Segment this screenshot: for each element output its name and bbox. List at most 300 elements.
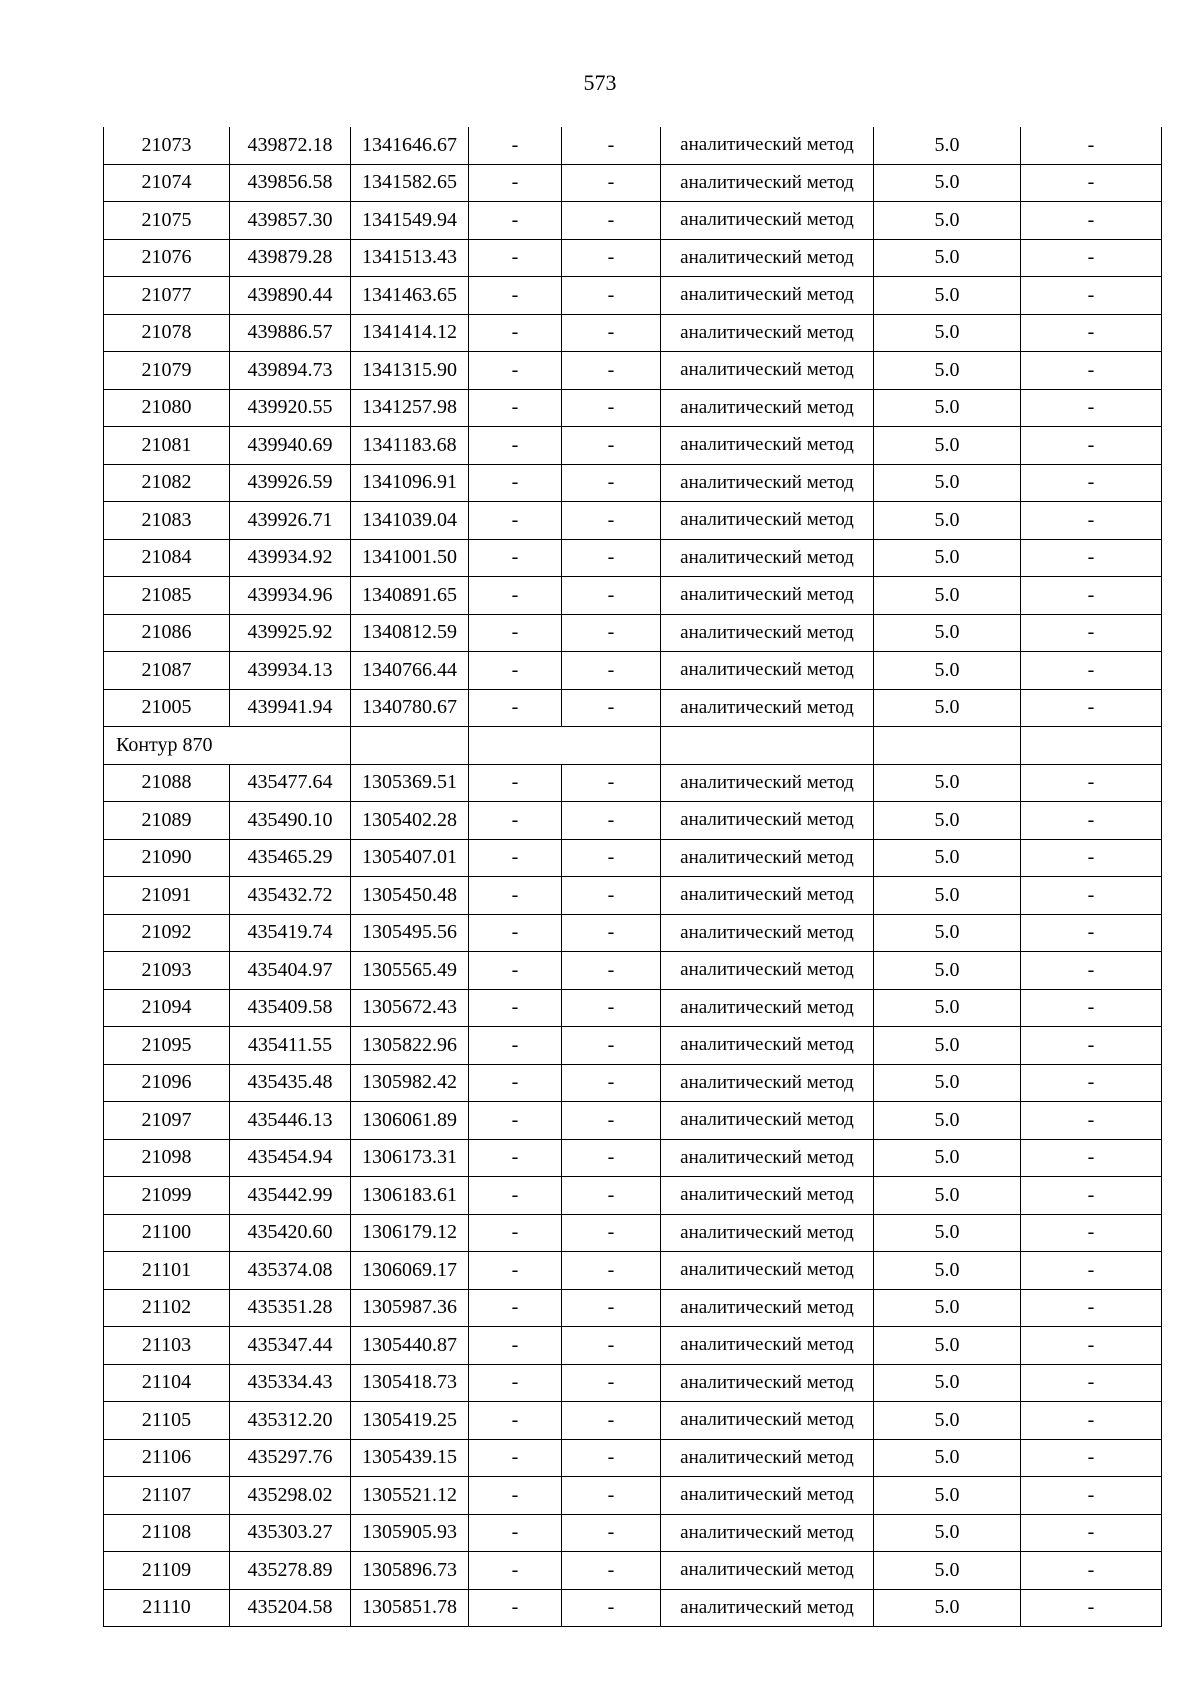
dash-cell-2: - <box>562 1552 661 1590</box>
dash-cell-3: - <box>1021 1139 1162 1177</box>
dash-cell-1: - <box>469 989 562 1027</box>
dash-cell-3: - <box>1021 689 1162 727</box>
table-row <box>104 577 1162 615</box>
dash-cell-2: - <box>562 1327 661 1365</box>
dash-cell-1: - <box>469 1289 562 1327</box>
accuracy-cell: 5.0 <box>874 577 1021 615</box>
y-coordinate-cell: 1341183.68 <box>351 427 469 465</box>
point-id-cell: 21099 <box>104 1177 230 1215</box>
table-row <box>104 802 1162 840</box>
dash-cell-3: - <box>1021 352 1162 390</box>
dash-cell-1: - <box>469 1327 562 1365</box>
x-coordinate-cell: 439856.58 <box>230 164 351 202</box>
dash-cell-2: - <box>562 1177 661 1215</box>
point-id-cell: 21076 <box>104 239 230 277</box>
y-coordinate-cell: 1305822.96 <box>351 1027 469 1065</box>
dash-cell-3: - <box>1021 764 1162 802</box>
point-id-cell: 21092 <box>104 914 230 952</box>
accuracy-cell: 5.0 <box>874 1139 1021 1177</box>
dash-cell-2: - <box>562 914 661 952</box>
x-coordinate-cell: 439872.18 <box>230 127 351 164</box>
point-id-cell: 21105 <box>104 1402 230 1440</box>
dash-cell-2: - <box>562 1102 661 1140</box>
dash-cell-1: - <box>469 802 562 840</box>
accuracy-cell: 5.0 <box>874 1177 1021 1215</box>
accuracy-cell: 5.0 <box>874 689 1021 727</box>
y-coordinate-cell: 1306183.61 <box>351 1177 469 1215</box>
dash-cell-2: - <box>562 1589 661 1627</box>
table-row <box>104 202 1162 240</box>
y-coordinate-cell: 1340812.59 <box>351 614 469 652</box>
dash-cell-2: - <box>562 689 661 727</box>
dash-cell-1: - <box>469 652 562 690</box>
x-coordinate-cell: 435442.99 <box>230 1177 351 1215</box>
dash-cell-2: - <box>562 464 661 502</box>
accuracy-cell: 5.0 <box>874 764 1021 802</box>
dash-cell-2: - <box>562 1064 661 1102</box>
method-cell: аналитический метод <box>661 427 874 465</box>
method-cell: аналитический метод <box>661 652 874 690</box>
table-row <box>104 1027 1162 1065</box>
y-coordinate-cell: 1305402.28 <box>351 802 469 840</box>
table-row <box>104 764 1162 802</box>
empty-cell <box>469 727 661 765</box>
x-coordinate-cell: 435312.20 <box>230 1402 351 1440</box>
method-cell: аналитический метод <box>661 1102 874 1140</box>
dash-cell-1: - <box>469 239 562 277</box>
dash-cell-2: - <box>562 1289 661 1327</box>
dash-cell-1: - <box>469 614 562 652</box>
table-row <box>104 1252 1162 1290</box>
accuracy-cell: 5.0 <box>874 1214 1021 1252</box>
y-coordinate-cell: 1305905.93 <box>351 1514 469 1552</box>
x-coordinate-cell: 439934.92 <box>230 539 351 577</box>
table-row <box>104 1589 1162 1627</box>
method-cell: аналитический метод <box>661 352 874 390</box>
table-row <box>104 1552 1162 1590</box>
dash-cell-3: - <box>1021 1364 1162 1402</box>
method-cell: аналитический метод <box>661 1027 874 1065</box>
y-coordinate-cell: 1306179.12 <box>351 1214 469 1252</box>
dash-cell-3: - <box>1021 1589 1162 1627</box>
dash-cell-3: - <box>1021 952 1162 990</box>
method-cell: аналитический метод <box>661 502 874 540</box>
x-coordinate-cell: 435477.64 <box>230 764 351 802</box>
x-coordinate-cell: 439926.59 <box>230 464 351 502</box>
dash-cell-3: - <box>1021 1064 1162 1102</box>
accuracy-cell: 5.0 <box>874 1064 1021 1102</box>
dash-cell-2: - <box>562 877 661 915</box>
accuracy-cell: 5.0 <box>874 464 1021 502</box>
dash-cell-3: - <box>1021 427 1162 465</box>
dash-cell-2: - <box>562 652 661 690</box>
accuracy-cell: 5.0 <box>874 127 1021 164</box>
x-coordinate-cell: 435435.48 <box>230 1064 351 1102</box>
dash-cell-2: - <box>562 614 661 652</box>
dash-cell-3: - <box>1021 502 1162 540</box>
y-coordinate-cell: 1305450.48 <box>351 877 469 915</box>
dash-cell-2: - <box>562 1252 661 1290</box>
dash-cell-2: - <box>562 202 661 240</box>
dash-cell-3: - <box>1021 1289 1162 1327</box>
x-coordinate-cell: 435297.76 <box>230 1439 351 1477</box>
y-coordinate-cell: 1306173.31 <box>351 1139 469 1177</box>
contour-row <box>104 727 1162 765</box>
y-coordinate-cell: 1305565.49 <box>351 952 469 990</box>
dash-cell-1: - <box>469 1177 562 1215</box>
dash-cell-3: - <box>1021 277 1162 315</box>
accuracy-cell: 5.0 <box>874 502 1021 540</box>
method-cell: аналитический метод <box>661 1364 874 1402</box>
method-cell: аналитический метод <box>661 1177 874 1215</box>
table-row <box>104 1139 1162 1177</box>
table-row <box>104 652 1162 690</box>
accuracy-cell: 5.0 <box>874 1102 1021 1140</box>
dash-cell-3: - <box>1021 877 1162 915</box>
y-coordinate-cell: 1305440.87 <box>351 1327 469 1365</box>
method-cell: аналитический метод <box>661 1289 874 1327</box>
point-id-cell: 21082 <box>104 464 230 502</box>
empty-cell <box>351 727 469 765</box>
dash-cell-1: - <box>469 1252 562 1290</box>
table-body <box>104 127 1162 1627</box>
dash-cell-2: - <box>562 1439 661 1477</box>
point-id-cell: 21078 <box>104 314 230 352</box>
method-cell: аналитический метод <box>661 1214 874 1252</box>
table-row <box>104 1477 1162 1515</box>
x-coordinate-cell: 435404.97 <box>230 952 351 990</box>
method-cell: аналитический метод <box>661 802 874 840</box>
point-id-cell: 21085 <box>104 577 230 615</box>
method-cell: аналитический метод <box>661 1589 874 1627</box>
method-cell: аналитический метод <box>661 577 874 615</box>
dash-cell-3: - <box>1021 577 1162 615</box>
dash-cell-3: - <box>1021 652 1162 690</box>
dash-cell-3: - <box>1021 989 1162 1027</box>
x-coordinate-cell: 439879.28 <box>230 239 351 277</box>
dash-cell-2: - <box>562 427 661 465</box>
dash-cell-1: - <box>469 839 562 877</box>
method-cell: аналитический метод <box>661 1552 874 1590</box>
table-row <box>104 277 1162 315</box>
table-row <box>104 1402 1162 1440</box>
dash-cell-3: - <box>1021 1177 1162 1215</box>
dash-cell-1: - <box>469 314 562 352</box>
table-row <box>104 1289 1162 1327</box>
accuracy-cell: 5.0 <box>874 1027 1021 1065</box>
y-coordinate-cell: 1305419.25 <box>351 1402 469 1440</box>
method-cell: аналитический метод <box>661 1439 874 1477</box>
dash-cell-3: - <box>1021 1514 1162 1552</box>
dash-cell-2: - <box>562 277 661 315</box>
x-coordinate-cell: 439926.71 <box>230 502 351 540</box>
accuracy-cell: 5.0 <box>874 914 1021 952</box>
accuracy-cell: 5.0 <box>874 989 1021 1027</box>
accuracy-cell: 5.0 <box>874 314 1021 352</box>
empty-cell <box>1021 727 1162 765</box>
point-id-cell: 21109 <box>104 1552 230 1590</box>
accuracy-cell: 5.0 <box>874 239 1021 277</box>
dash-cell-2: - <box>562 164 661 202</box>
y-coordinate-cell: 1305672.43 <box>351 989 469 1027</box>
method-cell: аналитический метод <box>661 1139 874 1177</box>
method-cell: аналитический метод <box>661 1514 874 1552</box>
y-coordinate-cell: 1306069.17 <box>351 1252 469 1290</box>
x-coordinate-cell: 439934.96 <box>230 577 351 615</box>
dash-cell-1: - <box>469 389 562 427</box>
dash-cell-1: - <box>469 914 562 952</box>
point-id-cell: 21103 <box>104 1327 230 1365</box>
accuracy-cell: 5.0 <box>874 164 1021 202</box>
dash-cell-2: - <box>562 389 661 427</box>
y-coordinate-cell: 1305495.56 <box>351 914 469 952</box>
dash-cell-2: - <box>562 989 661 1027</box>
contour-label: Контур 870 <box>104 727 351 765</box>
dash-cell-1: - <box>469 1402 562 1440</box>
x-coordinate-cell: 439890.44 <box>230 277 351 315</box>
dash-cell-1: - <box>469 764 562 802</box>
dash-cell-2: - <box>562 1027 661 1065</box>
dash-cell-2: - <box>562 1139 661 1177</box>
y-coordinate-cell: 1305418.73 <box>351 1364 469 1402</box>
x-coordinate-cell: 439941.94 <box>230 689 351 727</box>
y-coordinate-cell: 1341096.91 <box>351 464 469 502</box>
accuracy-cell: 5.0 <box>874 427 1021 465</box>
dash-cell-3: - <box>1021 127 1162 164</box>
x-coordinate-cell: 435432.72 <box>230 877 351 915</box>
table-row <box>104 1102 1162 1140</box>
accuracy-cell: 5.0 <box>874 1402 1021 1440</box>
y-coordinate-cell: 1341257.98 <box>351 389 469 427</box>
point-id-cell: 21073 <box>104 127 230 164</box>
point-id-cell: 21102 <box>104 1289 230 1327</box>
table-row <box>104 952 1162 990</box>
table-row <box>104 1214 1162 1252</box>
table-row <box>104 427 1162 465</box>
y-coordinate-cell: 1340891.65 <box>351 577 469 615</box>
y-coordinate-cell: 1341463.65 <box>351 277 469 315</box>
dash-cell-3: - <box>1021 389 1162 427</box>
dash-cell-3: - <box>1021 1402 1162 1440</box>
accuracy-cell: 5.0 <box>874 1514 1021 1552</box>
dash-cell-1: - <box>469 1102 562 1140</box>
accuracy-cell: 5.0 <box>874 1364 1021 1402</box>
x-coordinate-cell: 439894.73 <box>230 352 351 390</box>
y-coordinate-cell: 1305439.15 <box>351 1439 469 1477</box>
method-cell: аналитический метод <box>661 464 874 502</box>
table-row <box>104 239 1162 277</box>
table-row <box>104 1177 1162 1215</box>
x-coordinate-cell: 439940.69 <box>230 427 351 465</box>
accuracy-cell: 5.0 <box>874 614 1021 652</box>
point-id-cell: 21104 <box>104 1364 230 1402</box>
x-coordinate-cell: 435411.55 <box>230 1027 351 1065</box>
method-cell: аналитический метод <box>661 164 874 202</box>
point-id-cell: 21084 <box>104 539 230 577</box>
table-row <box>104 839 1162 877</box>
dash-cell-2: - <box>562 502 661 540</box>
dash-cell-2: - <box>562 1514 661 1552</box>
dash-cell-3: - <box>1021 614 1162 652</box>
table-row <box>104 127 1162 164</box>
table-row <box>104 1064 1162 1102</box>
coordinates-table <box>103 127 1162 1627</box>
dash-cell-2: - <box>562 352 661 390</box>
dash-cell-3: - <box>1021 1252 1162 1290</box>
dash-cell-1: - <box>469 1027 562 1065</box>
accuracy-cell: 5.0 <box>874 877 1021 915</box>
point-id-cell: 21090 <box>104 839 230 877</box>
table-row <box>104 164 1162 202</box>
dash-cell-3: - <box>1021 1327 1162 1365</box>
dash-cell-2: - <box>562 577 661 615</box>
dash-cell-1: - <box>469 164 562 202</box>
y-coordinate-cell: 1340766.44 <box>351 652 469 690</box>
table-row <box>104 989 1162 1027</box>
dash-cell-2: - <box>562 952 661 990</box>
dash-cell-3: - <box>1021 202 1162 240</box>
accuracy-cell: 5.0 <box>874 839 1021 877</box>
dash-cell-1: - <box>469 1439 562 1477</box>
accuracy-cell: 5.0 <box>874 1552 1021 1590</box>
method-cell: аналитический метод <box>661 764 874 802</box>
x-coordinate-cell: 439857.30 <box>230 202 351 240</box>
empty-cell <box>661 727 874 765</box>
x-coordinate-cell: 435204.58 <box>230 1589 351 1627</box>
dash-cell-3: - <box>1021 1214 1162 1252</box>
point-id-cell: 21107 <box>104 1477 230 1515</box>
table-row <box>104 502 1162 540</box>
accuracy-cell: 5.0 <box>874 539 1021 577</box>
dash-cell-3: - <box>1021 464 1162 502</box>
dash-cell-1: - <box>469 277 562 315</box>
accuracy-cell: 5.0 <box>874 277 1021 315</box>
y-coordinate-cell: 1305987.36 <box>351 1289 469 1327</box>
y-coordinate-cell: 1341414.12 <box>351 314 469 352</box>
y-coordinate-cell: 1305369.51 <box>351 764 469 802</box>
dash-cell-3: - <box>1021 802 1162 840</box>
accuracy-cell: 5.0 <box>874 652 1021 690</box>
y-coordinate-cell: 1305407.01 <box>351 839 469 877</box>
dash-cell-2: - <box>562 539 661 577</box>
method-cell: аналитический метод <box>661 952 874 990</box>
accuracy-cell: 5.0 <box>874 1252 1021 1290</box>
dash-cell-2: - <box>562 839 661 877</box>
dash-cell-1: - <box>469 689 562 727</box>
accuracy-cell: 5.0 <box>874 1327 1021 1365</box>
x-coordinate-cell: 439886.57 <box>230 314 351 352</box>
y-coordinate-cell: 1341549.94 <box>351 202 469 240</box>
dash-cell-1: - <box>469 1552 562 1590</box>
x-coordinate-cell: 435347.44 <box>230 1327 351 1365</box>
dash-cell-1: - <box>469 877 562 915</box>
x-coordinate-cell: 435465.29 <box>230 839 351 877</box>
table-row <box>104 1514 1162 1552</box>
dash-cell-2: - <box>562 764 661 802</box>
x-coordinate-cell: 435454.94 <box>230 1139 351 1177</box>
point-id-cell: 21074 <box>104 164 230 202</box>
dash-cell-1: - <box>469 539 562 577</box>
table-row <box>104 1364 1162 1402</box>
y-coordinate-cell: 1305521.12 <box>351 1477 469 1515</box>
dash-cell-3: - <box>1021 314 1162 352</box>
accuracy-cell: 5.0 <box>874 202 1021 240</box>
y-coordinate-cell: 1305851.78 <box>351 1589 469 1627</box>
dash-cell-1: - <box>469 952 562 990</box>
method-cell: аналитический метод <box>661 1327 874 1365</box>
point-id-cell: 21098 <box>104 1139 230 1177</box>
point-id-cell: 21110 <box>104 1589 230 1627</box>
table-row <box>104 314 1162 352</box>
table-row <box>104 1327 1162 1365</box>
table-row <box>104 352 1162 390</box>
point-id-cell: 21083 <box>104 502 230 540</box>
point-id-cell: 21094 <box>104 989 230 1027</box>
point-id-cell: 21077 <box>104 277 230 315</box>
accuracy-cell: 5.0 <box>874 802 1021 840</box>
dash-cell-3: - <box>1021 1439 1162 1477</box>
dash-cell-3: - <box>1021 239 1162 277</box>
dash-cell-3: - <box>1021 1102 1162 1140</box>
y-coordinate-cell: 1305896.73 <box>351 1552 469 1590</box>
dash-cell-1: - <box>469 1477 562 1515</box>
dash-cell-1: - <box>469 577 562 615</box>
x-coordinate-cell: 435419.74 <box>230 914 351 952</box>
x-coordinate-cell: 435446.13 <box>230 1102 351 1140</box>
point-id-cell: 21101 <box>104 1252 230 1290</box>
point-id-cell: 21075 <box>104 202 230 240</box>
method-cell: аналитический метод <box>661 1252 874 1290</box>
point-id-cell: 21096 <box>104 1064 230 1102</box>
method-cell: аналитический метод <box>661 127 874 164</box>
point-id-cell: 21091 <box>104 877 230 915</box>
table-row <box>104 689 1162 727</box>
x-coordinate-cell: 435409.58 <box>230 989 351 1027</box>
method-cell: аналитический метод <box>661 1064 874 1102</box>
table-row <box>104 914 1162 952</box>
y-coordinate-cell: 1305982.42 <box>351 1064 469 1102</box>
x-coordinate-cell: 439920.55 <box>230 389 351 427</box>
point-id-cell: 21089 <box>104 802 230 840</box>
accuracy-cell: 5.0 <box>874 1477 1021 1515</box>
method-cell: аналитический метод <box>661 689 874 727</box>
x-coordinate-cell: 435334.43 <box>230 1364 351 1402</box>
table-row <box>104 614 1162 652</box>
method-cell: аналитический метод <box>661 839 874 877</box>
dash-cell-1: - <box>469 502 562 540</box>
dash-cell-1: - <box>469 1514 562 1552</box>
x-coordinate-cell: 435374.08 <box>230 1252 351 1290</box>
point-id-cell: 21081 <box>104 427 230 465</box>
dash-cell-1: - <box>469 1064 562 1102</box>
method-cell: аналитический метод <box>661 539 874 577</box>
dash-cell-1: - <box>469 1139 562 1177</box>
x-coordinate-cell: 439925.92 <box>230 614 351 652</box>
method-cell: аналитический метод <box>661 914 874 952</box>
method-cell: аналитический метод <box>661 202 874 240</box>
y-coordinate-cell: 1341315.90 <box>351 352 469 390</box>
y-coordinate-cell: 1340780.67 <box>351 689 469 727</box>
dash-cell-3: - <box>1021 914 1162 952</box>
method-cell: аналитический метод <box>661 239 874 277</box>
dash-cell-2: - <box>562 1402 661 1440</box>
point-id-cell: 21086 <box>104 614 230 652</box>
dash-cell-1: - <box>469 1589 562 1627</box>
method-cell: аналитический метод <box>661 1402 874 1440</box>
x-coordinate-cell: 435351.28 <box>230 1289 351 1327</box>
x-coordinate-cell: 439934.13 <box>230 652 351 690</box>
table-row <box>104 1439 1162 1477</box>
